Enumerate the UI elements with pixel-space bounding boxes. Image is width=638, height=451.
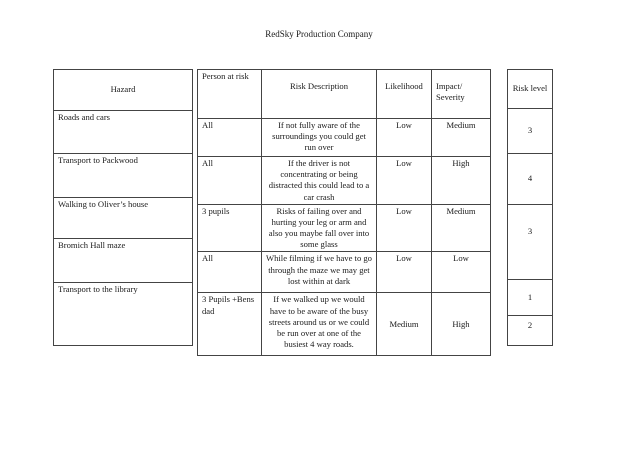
description-header: Risk Description (262, 70, 377, 119)
person-header: Person at risk (198, 70, 262, 119)
document-title: RedSky Production Company (265, 29, 373, 39)
hazard-cell: Bromich Hall maze (54, 239, 193, 283)
risk-level-row (508, 316, 553, 346)
risk-level-row (508, 109, 553, 154)
description-cell: If not fully aware of the surroundings you could get run over (262, 119, 377, 157)
likelihood-cell: Low (377, 252, 432, 293)
impact-cell: Low (432, 252, 491, 293)
risk-level-row (508, 154, 553, 205)
hazard-row (54, 239, 193, 283)
hazard-cell: Roads and cars (54, 111, 193, 154)
risk-assessment-table (197, 69, 491, 356)
risk-row (198, 293, 491, 356)
description-cell: If the driver is not concentrating or being distracted this could lead to a car crash (262, 157, 377, 205)
hazard-row (54, 111, 193, 154)
risk-level-table (507, 69, 553, 346)
risk-level-cell: 4 (508, 154, 553, 205)
hazard-header: Hazard (54, 70, 193, 111)
risk-level-cell: 1 (508, 280, 553, 316)
hazard-row (54, 198, 193, 239)
risk-row (198, 119, 491, 157)
hazard-row (54, 154, 193, 198)
person-cell: All (198, 119, 262, 157)
hazard-cell: Transport to the library (54, 283, 193, 346)
person-cell: All (198, 252, 262, 293)
description-cell: While filming if we have to go through the maze we may get lost within at dark (262, 252, 377, 293)
likelihood-cell: Low (377, 204, 432, 252)
risk-level-header-row (508, 70, 553, 109)
risk-level-cell: 2 (508, 316, 553, 346)
risk-level-row (508, 205, 553, 280)
person-cell: All (198, 157, 262, 205)
hazard-header-row (54, 70, 193, 111)
hazard-cell: Walking to Oliver’s house (54, 198, 193, 239)
likelihood-cell: Low (377, 157, 432, 205)
description-cell: Risks of failing over and hurting your leg or arm and also you maybe fall over into some glass (262, 204, 377, 252)
impact-cell: High (432, 293, 491, 356)
risk-level-header: Risk level (508, 70, 553, 109)
risk-level-cell: 3 (508, 109, 553, 154)
risk-row (198, 252, 491, 293)
risk-level-row (508, 280, 553, 316)
hazard-row (54, 283, 193, 346)
impact-header: Impact/ Severity (432, 70, 491, 119)
impact-cell: Medium (432, 204, 491, 252)
main-header-row (198, 70, 491, 119)
hazard-table (53, 69, 193, 346)
likelihood-header: Likelihood (377, 70, 432, 119)
risk-row (198, 157, 491, 205)
likelihood-cell: Medium (377, 293, 432, 356)
risk-row (198, 204, 491, 252)
description-cell: If we walked up we would have to be aware of the busy streets around us or we could be run over at one of the busiest 4 way roads. (262, 293, 377, 356)
likelihood-cell: Low (377, 119, 432, 157)
impact-cell: Medium (432, 119, 491, 157)
impact-cell: High (432, 157, 491, 205)
person-cell: 3 Pupils +Bens dad (198, 293, 262, 356)
person-cell: 3 pupils (198, 204, 262, 252)
hazard-cell: Transport to Packwood (54, 154, 193, 198)
risk-level-cell: 3 (508, 205, 553, 280)
